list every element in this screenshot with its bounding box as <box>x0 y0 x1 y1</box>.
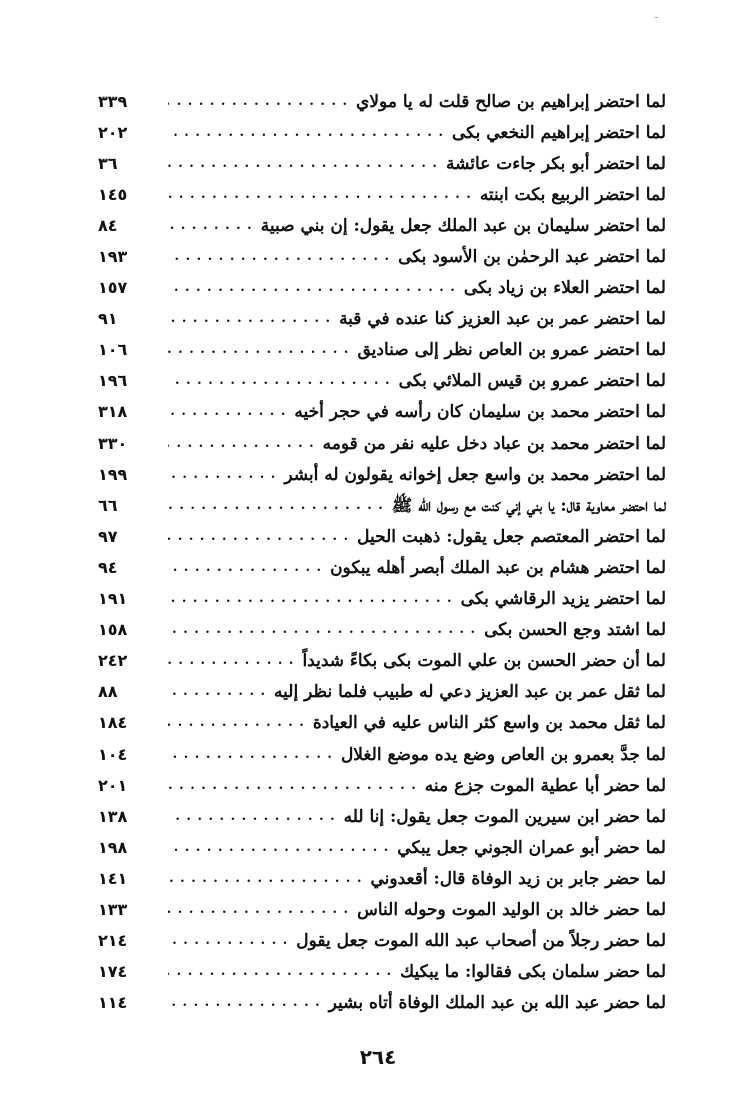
index-entry <box>98 241 666 272</box>
entry-page-number: ١٥٨ <box>98 620 128 640</box>
index-entry <box>98 646 666 677</box>
dot-leader <box>168 651 294 671</box>
entry-text: لما حضر أبا عطية الموت جزع منه <box>424 775 666 796</box>
index-entry <box>98 832 666 863</box>
dot-leader <box>168 807 336 827</box>
index-entry <box>98 366 666 397</box>
entry-text: لما حضر أبو عمران الجوني جعل يبكي <box>397 837 666 858</box>
dot-leader <box>168 962 392 982</box>
index-entry <box>98 988 666 1019</box>
entry-page-number: ١٩٦ <box>98 371 128 391</box>
entry-text: لما احتضر المعتصم جعل يقول: ذهبت الحيل <box>357 526 666 547</box>
corner-mark: ـ <box>655 10 658 21</box>
entry-page-number: ١٥٧ <box>98 278 128 298</box>
index-entry <box>98 584 666 615</box>
index-entry <box>98 863 666 894</box>
index-entry <box>98 490 666 521</box>
index-entry <box>98 428 666 459</box>
entry-page-number: ١٨٤ <box>98 713 128 733</box>
index-entry <box>98 117 666 148</box>
entry-text: لما حضر سلمان بكى فقالوا: ما يبكيك <box>400 962 666 983</box>
entry-text: لما حضر جابر بن زيد الوفاة قال: أقعدوني <box>370 868 666 889</box>
dot-leader <box>168 185 472 205</box>
index-list <box>98 86 666 1019</box>
entry-text: لما احتضر سليمان بن عبد الملك جعل يقول: إن بني صبية <box>260 215 666 236</box>
dot-leader <box>168 558 322 578</box>
dot-leader <box>168 465 276 485</box>
dot-leader <box>168 371 391 391</box>
entry-page-number: ١٠٦ <box>98 340 128 360</box>
dot-leader <box>168 620 476 640</box>
index-entry <box>98 957 666 988</box>
entry-page-number: ٢٠٢ <box>98 122 128 142</box>
entry-page-number: ٣٦ <box>98 153 118 173</box>
entry-text: لما احتضر الربيع بكت ابنته <box>479 184 666 205</box>
entry-page-number: ٢٠١ <box>98 775 128 795</box>
entry-text: لما احتضر يزيد الرقاشي بكى <box>460 589 666 610</box>
entry-page-number: ١٩٣ <box>98 247 128 267</box>
entry-text: لما أن حضر الحسن بن علي الموت بكى بكاءً شديداً <box>302 651 666 672</box>
dot-leader <box>168 309 331 329</box>
page-number: ٢٦٤ <box>359 1045 397 1069</box>
index-entry <box>98 894 666 925</box>
dot-leader <box>168 589 453 609</box>
entry-text: لما حضر خالد بن الوليد الموت وحوله الناس <box>357 899 666 920</box>
entry-page-number: ١٤١ <box>98 868 128 888</box>
index-entry <box>98 210 666 241</box>
entry-page-number: ٩٧ <box>98 526 118 546</box>
entry-text: لما احتضر عمر بن عبد العزيز كنا عنده في قبة <box>339 309 666 330</box>
index-entry <box>98 273 666 304</box>
index-entry <box>98 552 666 583</box>
index-entry <box>98 615 666 646</box>
entry-page-number: ٣٣٠ <box>98 433 128 453</box>
entry-text: لما حضر رجلاً من أصحاب عبد الله الموت جعل يقول <box>296 931 666 952</box>
entry-page-number: ١٩٩ <box>98 464 128 484</box>
dot-leader <box>168 92 348 112</box>
dot-leader <box>168 745 333 765</box>
index-entry <box>98 677 666 708</box>
entry-page-number: ١٤٥ <box>98 184 128 204</box>
entry-text: لما احتضر محمد بن سليمان كان رأسه في حجر أخيه <box>294 402 666 423</box>
entry-text: لما احتضر عمرو بن العاص نظر إلى صناديق <box>357 340 666 361</box>
entry-text: لما احتضر أبو بكر جاءت عائشة <box>445 153 666 174</box>
entry-text: لما حضر ابن سيرين الموت جعل يقول: إنا لله <box>343 806 666 827</box>
dot-leader <box>168 869 363 889</box>
dot-leader <box>168 776 417 796</box>
index-entry <box>98 739 666 770</box>
dot-leader <box>168 216 253 236</box>
entry-text: لما اشتد وجع الحسن بكى <box>484 620 666 641</box>
entry-text: لما احتضر عبد الرحمٰن بن الأسود بكى <box>398 247 666 268</box>
index-entry <box>98 148 666 179</box>
index-entry <box>98 521 666 552</box>
dot-leader <box>168 682 266 702</box>
dot-leader <box>168 340 349 360</box>
entry-text: لما احتضر معاوية قال: يا بني إني كنت مع رسول الله ﷺ <box>391 495 666 516</box>
dot-leader <box>168 496 384 516</box>
dot-leader <box>168 993 321 1013</box>
entry-page-number: ١٣٣ <box>98 899 128 919</box>
entry-page-number: ٣٣٩ <box>98 91 128 111</box>
dot-leader <box>168 154 438 174</box>
entry-text: لما احتضر العلاء بن زياد بكى <box>463 278 666 299</box>
entry-text: لما احتضر عمرو بن قيس الملائي بكى <box>398 371 666 392</box>
entry-text: لما ثقل عمر بن عبد العزيز دعي له طبيب فلما نظر إليه <box>274 682 666 703</box>
dot-leader <box>168 838 389 858</box>
entry-page-number: ١٩١ <box>98 589 128 609</box>
entry-text: لما احتضر محمد بن عباد دخل عليه نفر من قومه <box>322 433 666 454</box>
entry-page-number: ١١٤ <box>98 993 128 1013</box>
index-entry <box>98 304 666 335</box>
dot-leader <box>168 900 349 920</box>
entry-text: لما احتضر هشام بن عبد الملك أبصر أهله يبكون <box>330 557 666 578</box>
entry-page-number: ٢٤٢ <box>98 651 128 671</box>
dot-leader <box>168 527 349 547</box>
index-entry <box>98 459 666 490</box>
entry-page-number: ١٣٨ <box>98 806 128 826</box>
entry-page-number: ١٩٨ <box>98 837 128 857</box>
entry-page-number: ٨٨ <box>98 682 118 702</box>
index-entry <box>98 335 666 366</box>
entry-page-number: ٦٦ <box>98 495 118 515</box>
index-entry <box>98 397 666 428</box>
index-entry <box>98 770 666 801</box>
dot-leader <box>168 402 286 422</box>
dot-leader <box>168 434 315 454</box>
index-entry <box>98 86 666 117</box>
entry-page-number: ٩١ <box>98 309 118 329</box>
entry-page-number: ١٧٤ <box>98 962 128 982</box>
entry-text: لما احتضر إبراهيم النخعي بكى <box>452 122 666 143</box>
dot-leader <box>168 123 444 143</box>
dot-leader <box>168 713 305 733</box>
index-entry <box>98 179 666 210</box>
index-entry <box>98 926 666 957</box>
entry-page-number: ٩٤ <box>98 557 118 577</box>
dot-leader <box>168 278 456 298</box>
entry-text: لما احتضر محمد بن واسع جعل إخوانه يقولون له أبشر <box>284 464 666 485</box>
dot-leader <box>168 247 390 267</box>
index-entry <box>98 801 666 832</box>
index-entry <box>98 708 666 739</box>
entry-page-number: ٨٤ <box>98 215 118 235</box>
entry-page-number: ٢١٤ <box>98 931 128 951</box>
entry-page-number: ٣١٨ <box>98 402 128 422</box>
entry-text: لما حضر عبد الله بن عبد الملك الوفاة أتاه بشير <box>328 993 666 1014</box>
entry-text: لما احتضر إبراهيم بن صالح قلت له يا مولاي <box>356 91 666 112</box>
dot-leader <box>168 931 288 951</box>
entry-text: لما ثقل محمد بن واسع كثر الناس عليه في العيادة <box>312 713 666 734</box>
entry-text: لما جدَّ بعمرو بن العاص وضع يده موضع الغلال <box>340 744 666 765</box>
entry-page-number: ١٠٤ <box>98 744 128 764</box>
